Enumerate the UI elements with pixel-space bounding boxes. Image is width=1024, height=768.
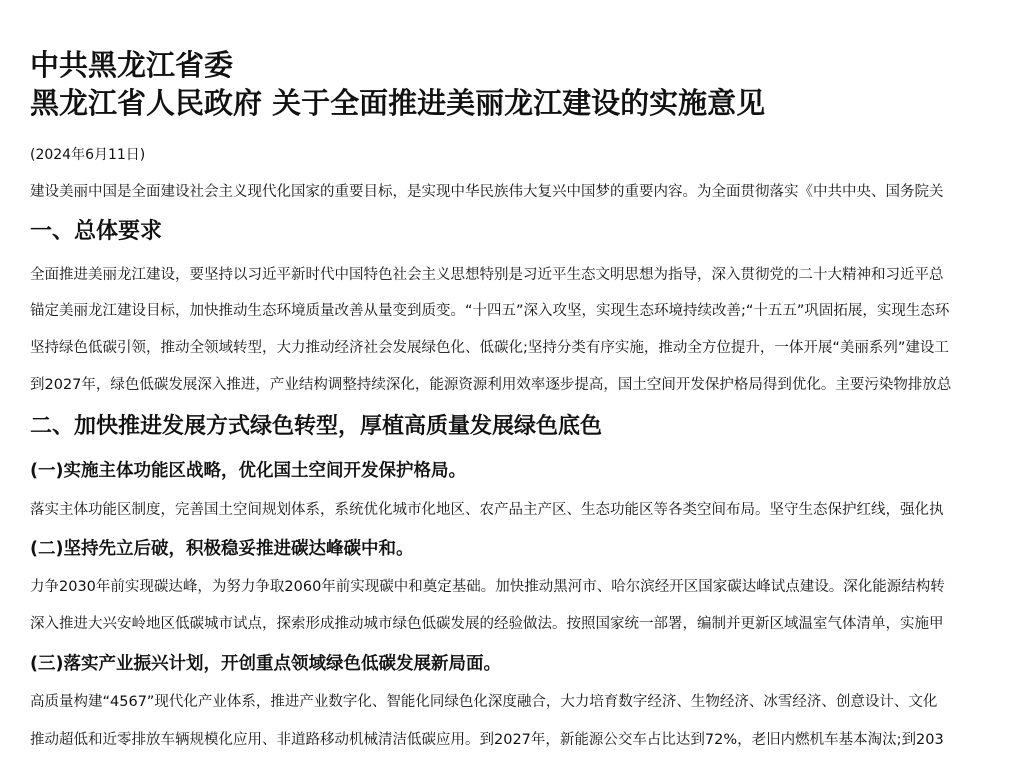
subsection-heading-2: (二)坚持先立后破，积极稳妥推进碳达峰碳中和。 [30,539,414,559]
title-line-1: 中共黑龙江省委 [30,48,234,82]
section-heading-1: 一、总体要求 [30,219,163,244]
section-1-paragraph-4: 到2027年，绿色低碳发展深入推进，产业结构调整持续深化，能源资源利用效率逐步提高，国土空间开发保护格局得到优化。主要污染物排放总 [30,377,952,393]
subsection-3-paragraph-1: 高质量构建“4567”现代化产业体系，推进产业数字化、智能化同绿色化深度融合，大力培育数字经济、生物经济、冰雪经济、创意设计、文化 [30,694,938,710]
subsection-heading-1: (一)实施主体功能区战略，优化国土空间开发保护格局。 [30,461,466,481]
document-page [30,0,1024,768]
subsection-1-paragraph-1: 落实主体功能区制度，完善国土空间规划体系，系统优化城市化地区、农产品主产区、生态功能区等各类空间布局。坚守生态保护红线，强化执 [30,502,944,518]
subsection-heading-3: (三)落实产业振兴计划，开创重点领域绿色低碳发展新局面。 [30,654,501,674]
title-line-2: 黑龙江省人民政府 关于全面推进美丽龙江建设的实施意见 [30,86,766,120]
subsection-2-paragraph-1: 力争2030年前实现碳达峰，为努力争取2060年前实现碳中和奠定基础。加快推动黑河市、哈尔滨经开区国家碳达峰试点建设。深化能源结构转 [30,579,945,595]
publish-date: (2024年6月11日) [30,147,146,163]
section-1-paragraph-2: 锚定美丽龙江建设目标，加快推动生态环境质量改善从量变到质变。“十四五”深入攻坚，实现生态环境持续改善;“十五五”巩固拓展，实现生态环 [30,303,950,319]
page-title [30,46,765,122]
subsection-3-paragraph-2: 推动超低和近零排放车辆规模化应用、非道路移动机械清洁低碳应用。到2027年，新能源公交车占比达到72%，老旧内燃机车基本淘汰;到203 [30,732,944,748]
subsection-2-paragraph-2: 深入推进大兴安岭地区低碳城市试点，探索形成推动城市绿色低碳发展的经验做法。按照国家统一部署，编制并更新区域温室气体清单，实施甲 [30,616,944,632]
intro-paragraph: 建设美丽中国是全面建设社会主义现代化国家的重要目标，是实现中华民族伟大复兴中国梦的重要内容。为全面贯彻落实《中共中央、国务院关 [30,184,944,200]
section-1-paragraph-3: 坚持绿色低碳引领，推动全领域转型，大力推动经济社会发展绿色化、低碳化;坚持分类有序实施，推动全方位提升，一体开展“美丽系列”建设工 [30,340,949,356]
section-heading-2: 二、加快推进发展方式绿色转型，厚植高质量发展绿色底色 [30,414,603,439]
section-1-paragraph-1: 全面推进美丽龙江建设，要坚持以习近平新时代中国特色社会主义思想特别是习近平生态文明思想为指导，深入贯彻党的二十大精神和习近平总 [30,267,944,283]
